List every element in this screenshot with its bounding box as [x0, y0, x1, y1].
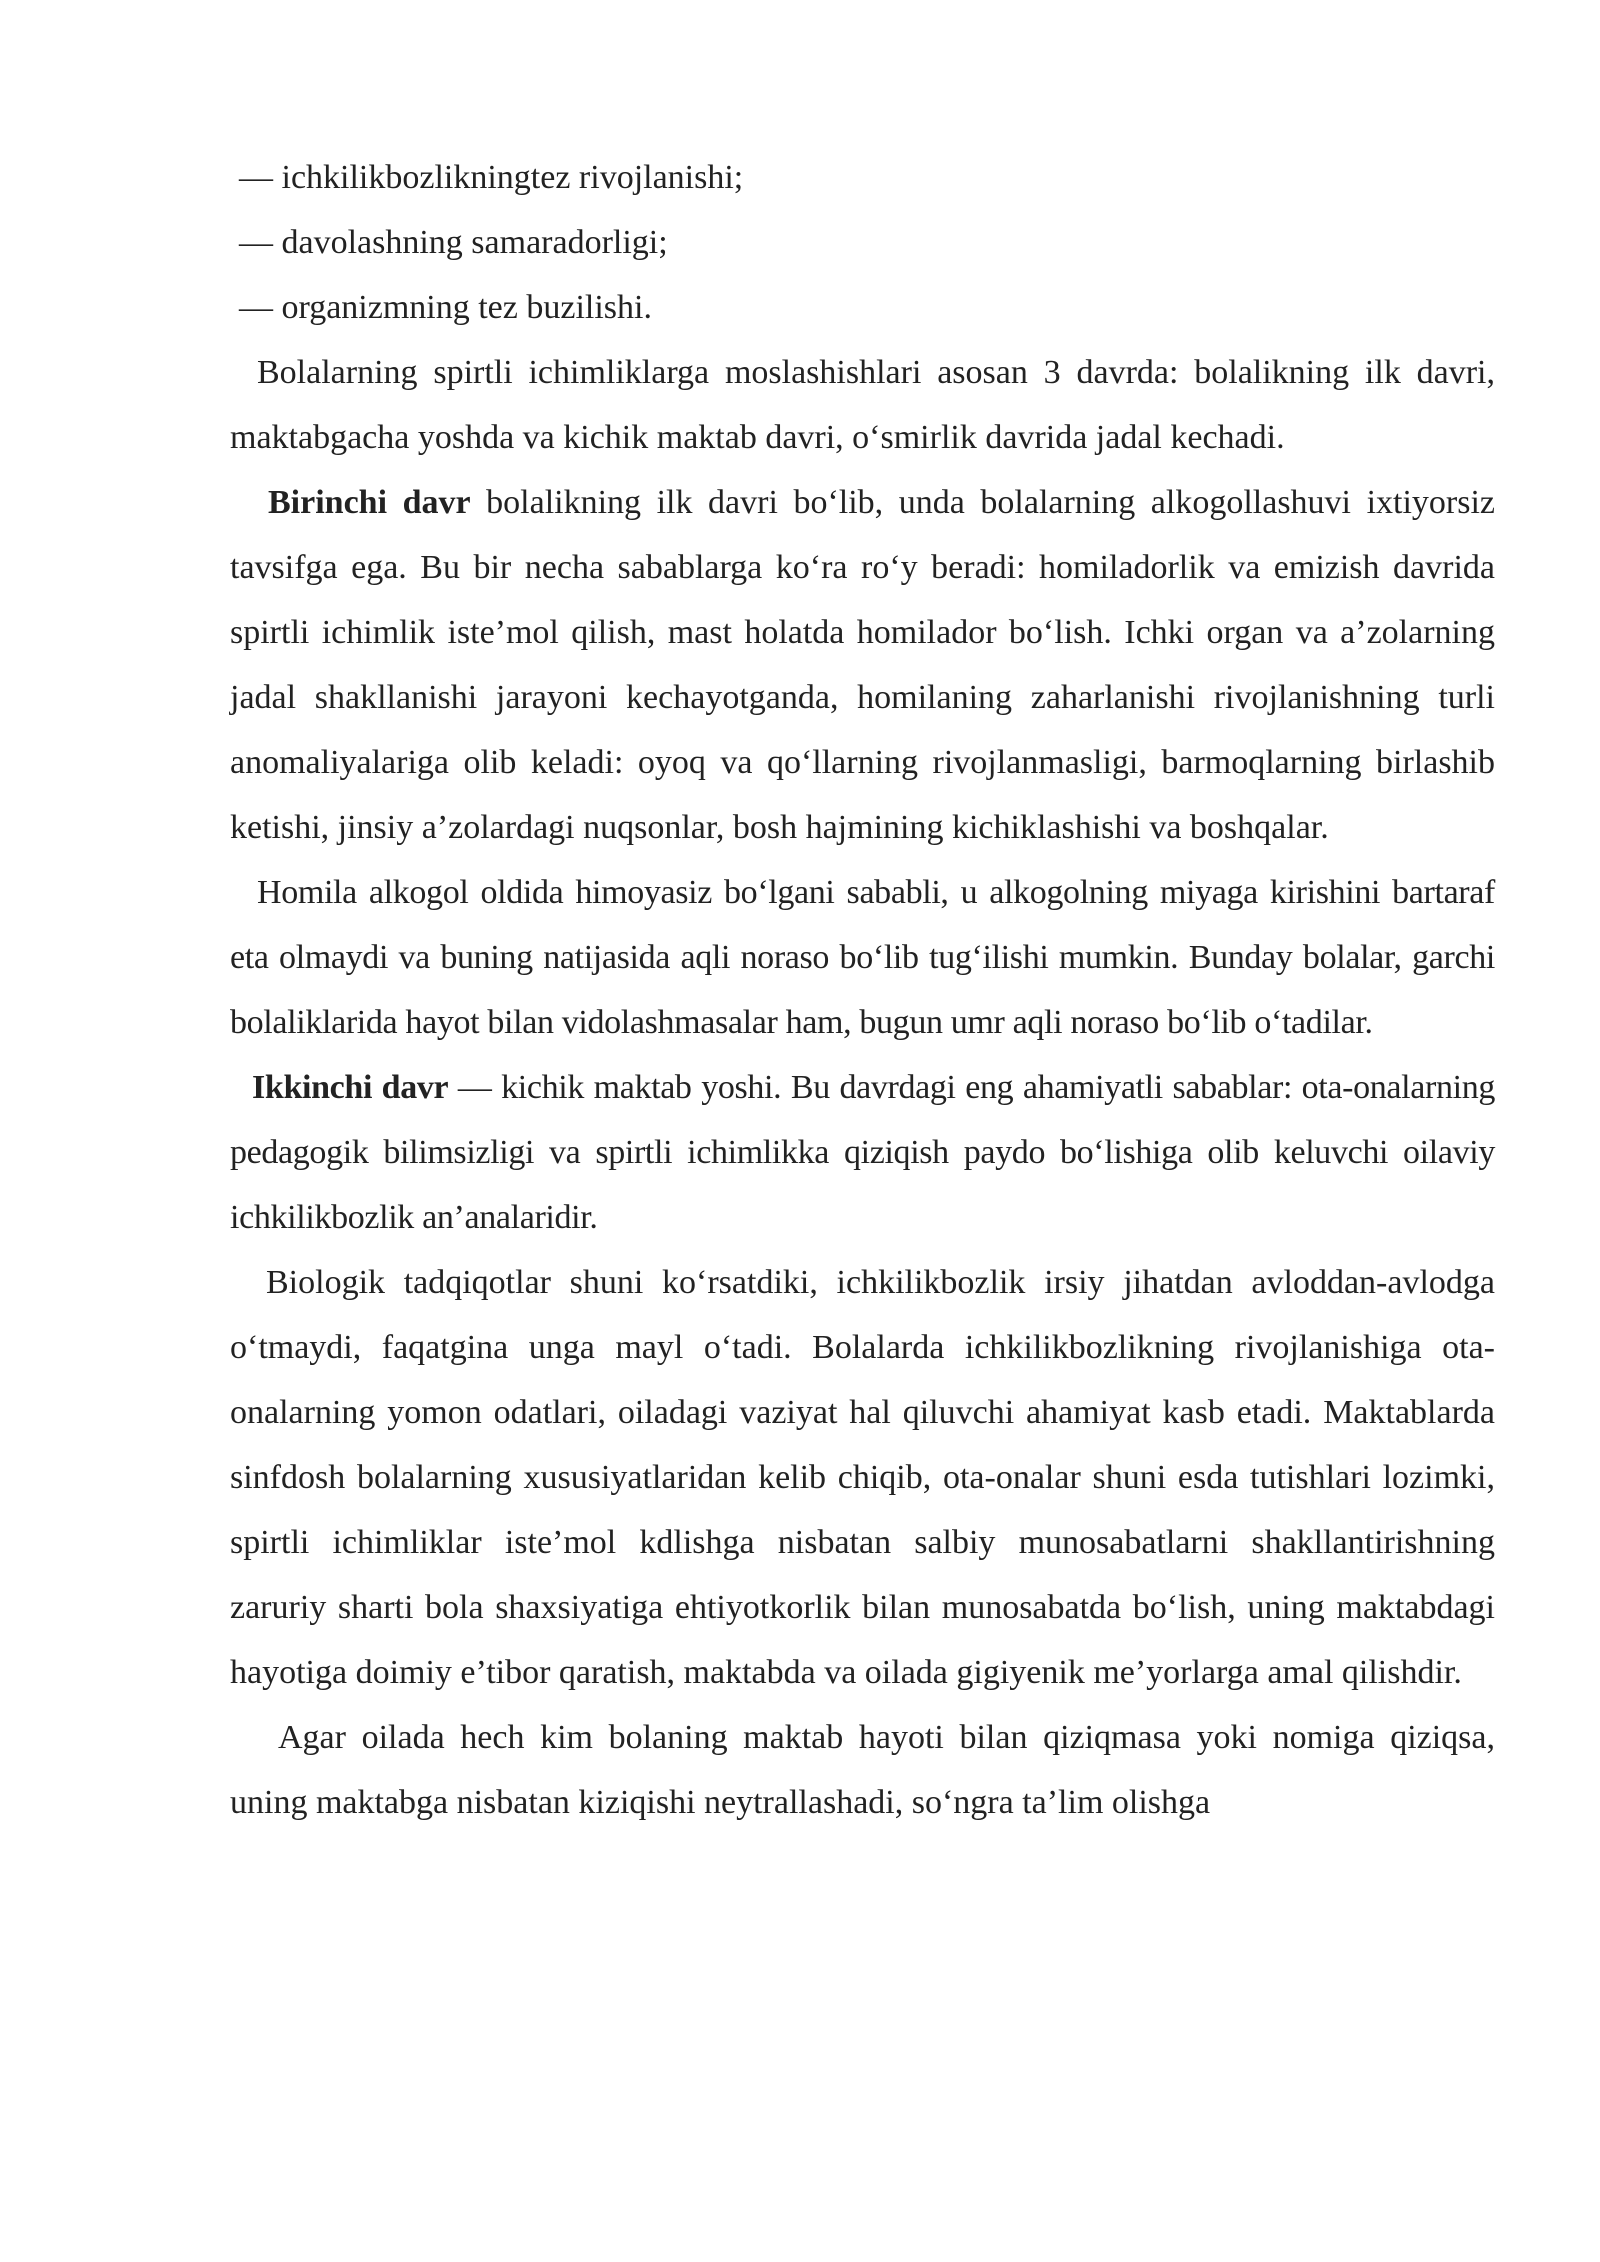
second-period-term: Ikkinchi davr [252, 1069, 449, 1106]
paragraph-second-period [230, 1055, 1495, 1250]
list-item: — organizmning tez buzilishi. [239, 289, 652, 326]
list-item: — davolashning samaradorligi; [239, 224, 668, 261]
first-period-text: bolalikning ilk davri bo‘lib, unda bolalarning alkogollashuvi ixtiyorsiz tavsifga ega. Bu bir necha sabablarga ko‘ra ro‘y beradi: homiladorlik va emizish davrida spirtli ichimlik iste’mol qilish, mast holatda homilador bo‘lish. Ichki organ va a’zolarning jadal shakllanishi jarayoni kechayotganda, homilaning zaharlanishi rivojlanishning turli anomaliyalariga olib keladi: oyoq va qo‘llarning rivojlanmasligi, barmoqlarning birlashib ketishi, jinsiy a’zolardagi nuqsonlar, bosh hajmining kichiklashishi va boshqalar. [230, 484, 1495, 846]
paragraph-fetal-harm: Homila alkogol oldida himoyasiz bo‘lgani sababli, u alkogolning miyaga kirishini bartaraf eta olmaydi va buning natijasida aqli noraso bo‘lib tug‘ilishi mumkin. Bunday bolalar, garchi bolaliklarida hayot bilan vidolashmasalar ham, bugun umr aqli noraso bo‘lib o‘tadilar. [230, 874, 1495, 1041]
second-period-text: — kichik maktab yoshi. Bu davrdagi eng ahamiyatli sabablar: ota-onalarning pedagogik bilimsizligi va spirtli ichimlikka qiziqish paydo bo‘lishiga olib keluvchi oilaviy ichkilikbozlik an’analaridir. [230, 1069, 1495, 1236]
list-item: — ichkilikbozlikningtez rivojlanishi; [239, 159, 744, 196]
paragraph-family-interest: Agar oilada hech kim bolaning maktab hayoti bilan qiziqmasa yoki nomiga qiziqsa, uning maktabga nisbatan kiziqishi neytrallashadi, so‘ngra ta’lim olishga [230, 1719, 1495, 1821]
first-period-term: Birinchi davr [268, 484, 471, 521]
paragraph-biological-research: Biologik tadqiqotlar shuni ko‘rsatdiki, ichkilikbozlik irsiy jihatdan avloddan-avlodga o‘tmaydi, faqatgina unga mayl o‘tadi. Bolalarda ichkilikbozlikning rivojlanishiga ota-onalarning yomon odatlari, oiladagi vaziyat hal qiluvchi ahamiyat kasb etadi. Maktablarda sinfdosh bolalarning xususiyatlaridan kelib chiqib, ota-onalar shuni esda tutishlari lozimki, spirtli ichimliklar iste’mol kdlishga nisbatan salbiy munosabatlarni shakllantirishning zaruriy sharti bola shaxsiyatiga ehtiyotkorlik bilan munosabatda bo‘lish, uning maktabdagi hayotiga doimiy e’tibor qaratish, maktabda va oilada gigiyenik me’yorlarga amal qilishdir. [230, 1264, 1495, 1691]
document-page [230, 145, 1495, 1835]
paragraph-first-period [230, 470, 1495, 860]
paragraph-periods-intro: Bolalarning spirtli ichimliklarga moslashishlari asosan 3 davrda: bolalikning ilk davri, maktabgacha yoshda va kichik maktab davri, o‘smirlik davrida jadal kechadi. [230, 354, 1495, 456]
